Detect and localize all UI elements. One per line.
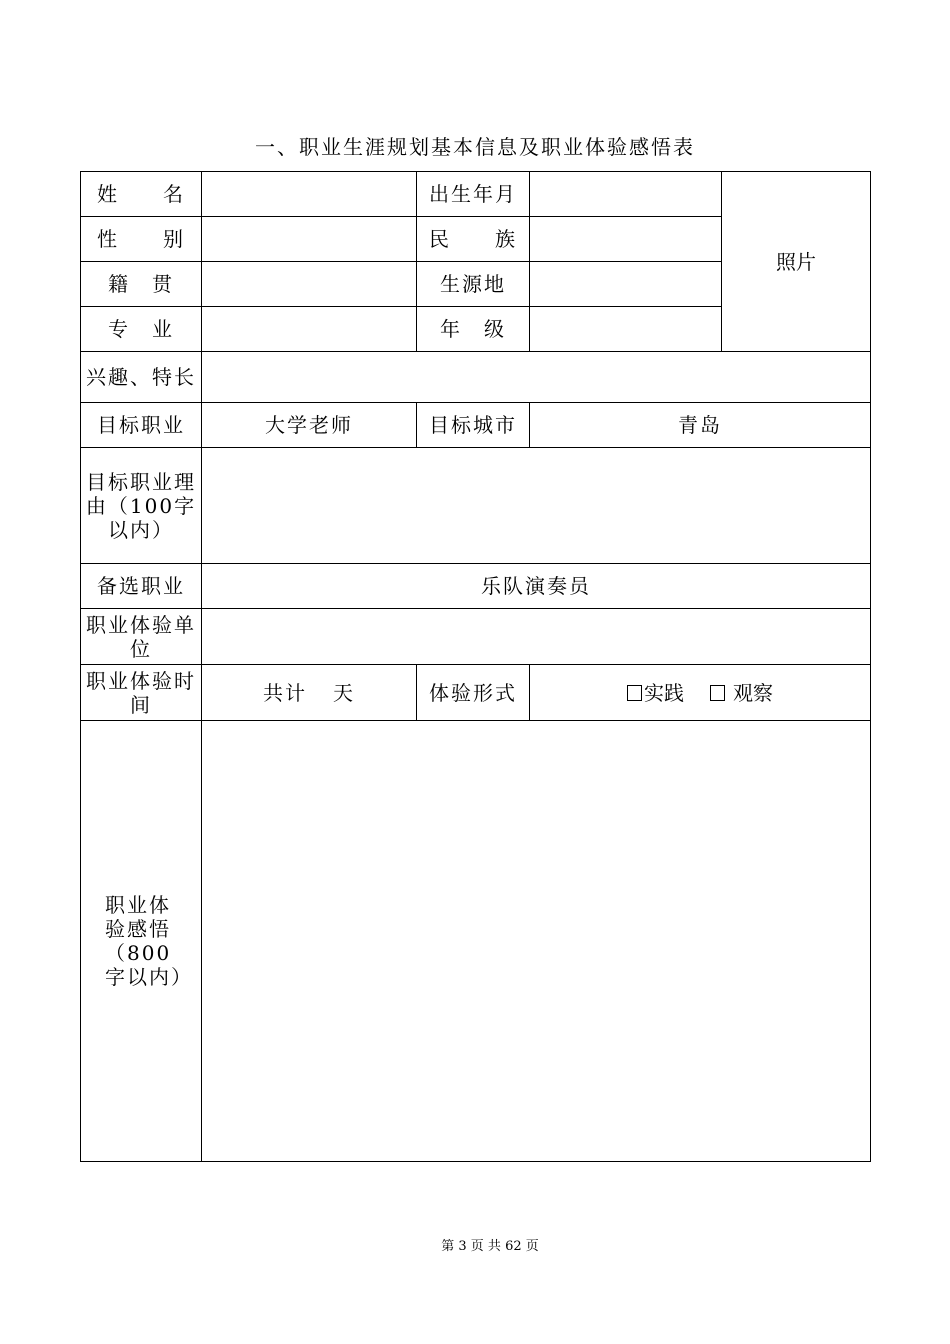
field-gender[interactable] <box>202 217 417 262</box>
field-hometown[interactable] <box>202 262 417 307</box>
field-major[interactable] <box>202 307 417 352</box>
page-current: 3 <box>458 1239 467 1254</box>
label-target-city: 目标城市 <box>417 403 530 448</box>
field-reason[interactable] <box>202 448 871 564</box>
label-target-job: 目标职业 <box>81 403 202 448</box>
label-gender: 性 别 <box>81 217 202 262</box>
photo-cell[interactable] <box>722 172 871 352</box>
label-hometown: 籍 贯 <box>81 262 202 307</box>
label-practice: 实践 <box>644 680 684 705</box>
label-reason: 目标职业理由（100字以内） <box>81 448 202 564</box>
checkbox-observe[interactable] <box>710 685 725 701</box>
total-days-prefix: 共计 <box>263 680 307 705</box>
value-alt-job[interactable]: 乐队演奏员 <box>202 564 871 609</box>
field-birth[interactable] <box>530 172 722 217</box>
field-insight[interactable] <box>202 721 871 1162</box>
label-hobbies: 兴趣、特长 <box>81 352 202 403</box>
label-exp-time: 职业体验时间 <box>81 665 202 721</box>
field-ethnicity[interactable] <box>530 217 722 262</box>
checkbox-practice[interactable] <box>627 685 642 701</box>
label-exp-form: 体验形式 <box>417 665 530 721</box>
label-major: 专 业 <box>81 307 202 352</box>
page-title: 一、职业生涯规划基本信息及职业体验感悟表 <box>255 135 695 159</box>
page-total: 62 <box>505 1239 522 1254</box>
label-observe: 观察 <box>733 680 773 705</box>
label-insight: 职业体验感悟（800字以内） <box>81 721 202 1162</box>
value-target-job[interactable]: 大学老师 <box>202 403 417 448</box>
label-source: 生源地 <box>417 262 530 307</box>
label-ethnicity: 民 族 <box>417 217 530 262</box>
field-grade[interactable] <box>530 307 722 352</box>
label-name: 姓 名 <box>81 172 202 217</box>
field-exp-unit[interactable] <box>202 609 871 665</box>
value-target-city[interactable]: 青岛 <box>530 403 871 448</box>
career-form-table <box>80 171 871 1162</box>
label-alt-job: 备选职业 <box>81 564 202 609</box>
label-photo: 照片 <box>776 249 816 274</box>
label-birth: 出生年月 <box>417 172 530 217</box>
field-exp-form <box>530 665 871 721</box>
page-footer: 第 3 页 共 62 页 <box>441 1239 539 1254</box>
field-hobbies[interactable] <box>202 352 871 403</box>
field-source[interactable] <box>530 262 722 307</box>
total-days-suffix: 天 <box>333 680 355 705</box>
label-grade: 年 级 <box>417 307 530 352</box>
field-name[interactable] <box>202 172 417 217</box>
label-exp-unit: 职业体验单位 <box>81 609 202 665</box>
field-total-days[interactable] <box>202 665 417 721</box>
